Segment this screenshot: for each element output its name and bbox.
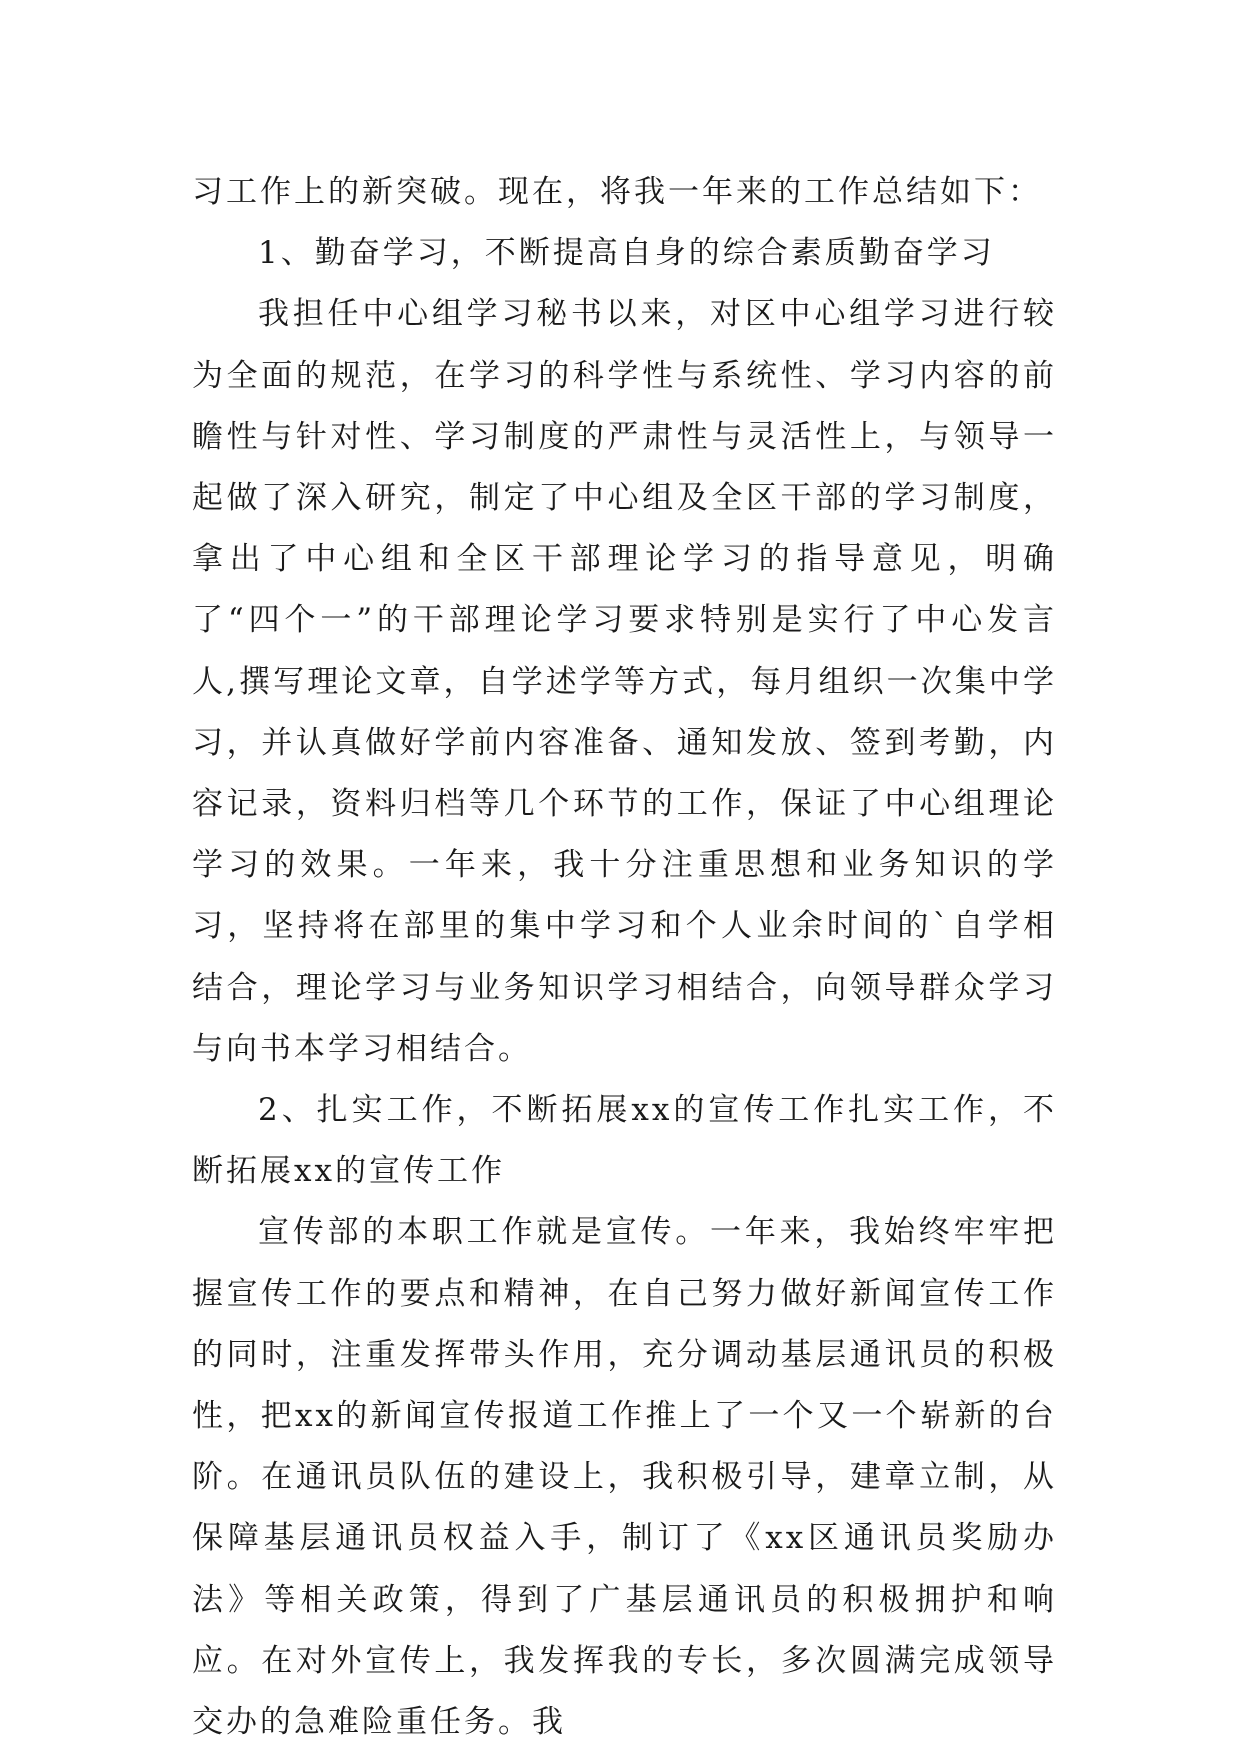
paragraph-study: 我担任中心组学习秘书以来，对区中心组学习进行较为全面的规范，在学习的科学性与系统性、学习内容的前瞻性与针对性、学习制度的严肃性与灵活性上，与领导一起做了深入研究，制定了中心组及全区干部的学习制度，拿出了中心组和全区干部理论学习的指导意见，明确了“四个一”的干部理论学习要求特别是实行了中心发言人,撰写理论文章，自学述学等方式，每月组织一次集中学习，并认真做好学前内容准备、通知发放、签到考勤，内容记录，资料归档等几个环节的工作，保证了中心组理论学习的效果。一年来，我十分注重思想和业务知识的学习，坚持将在部里的集中学习和个人业余时间的`自学相结合，理论学习与业务知识学习相结合，向领导群众学习与向书本学习相结合。 [192,296,1057,1067]
document-body [192,162,1057,1753]
paragraph-intro-continuation: 习工作上的新突破。现在，将我一年来的工作总结如下： [192,174,1042,210]
paragraph-publicity: 宣传部的本职工作就是宣传。一年来，我始终牢牢把握宣传工作的要点和精神，在自己努力做好新闻宣传工作的同时，注重发挥带头作用，充分调动基层通讯员的积极性，把xx的新闻宣传报道工作推上了一个又一个崭新的台阶。在通讯员队伍的建设上，我积极引导，建章立制，从保障基层通讯员权益入手，制订了《xx区通讯员奖励办法》等相关政策，得到了广基层通讯员的积极拥护和响应。在对外宣传上，我发挥我的专长，多次圆满完成领导交办的急难险重任务。我 [192,1214,1057,1741]
heading-section-1: 1、勤奋学习，不断提高自身的综合素质勤奋学习 [258,235,995,272]
heading-section-2: 2、扎实工作，不断拓展xx的宣传工作扎实工作，不断拓展xx的宣传工作 [192,1092,1057,1190]
